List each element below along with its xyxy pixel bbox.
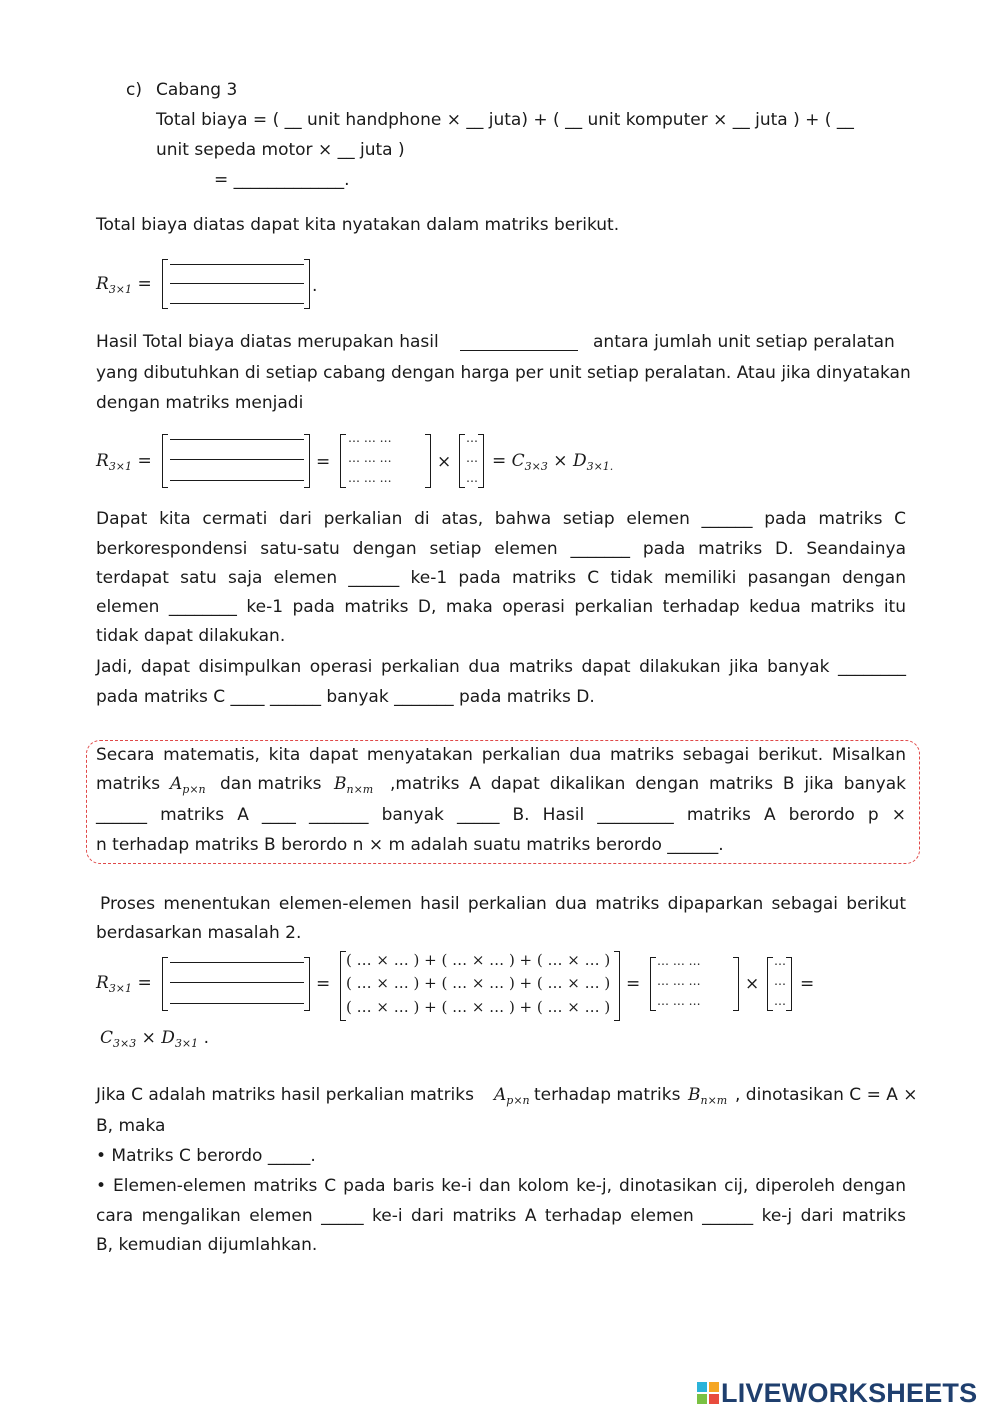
matrix-r-name: R xyxy=(96,274,109,294)
eq3-r-right-bracket xyxy=(304,957,310,1011)
eq3-r-blank-2[interactable] xyxy=(170,982,304,983)
box-a-name: A xyxy=(170,774,183,794)
eq2-r-blank-2[interactable] xyxy=(170,459,304,460)
box-b-matrix xyxy=(334,774,373,796)
eq3-c-left-bracket xyxy=(650,957,656,1011)
cermati-line5: tidak dapat dilakukan. xyxy=(96,626,286,646)
cermati-line7: pada matriks C ____ ______ banyak _______ pada matriks D. xyxy=(96,687,595,707)
eq3-d-name: D xyxy=(161,1028,175,1048)
eq3-sum-row1: ( … × … ) + ( … × … ) + ( … × … ) xyxy=(346,951,611,969)
eq3-c-row3: … … … xyxy=(657,994,701,1008)
box-b-sub: n×m xyxy=(346,783,374,796)
eq3-d-row1: … xyxy=(774,954,786,968)
jika-a-name: A xyxy=(494,1085,507,1105)
eq3-end: . xyxy=(203,1028,209,1048)
eq3-c-sub: 3×3 xyxy=(113,1037,137,1050)
box-line2c: ,matriks A dapat dikalikan dengan matriks B jika banyak xyxy=(390,774,906,794)
eq2-r-name: R xyxy=(96,451,109,471)
eq3-times: × xyxy=(745,974,760,994)
jika-b-matrix xyxy=(688,1085,727,1107)
eq2-r-right-bracket xyxy=(304,434,310,488)
eq2-times2: × xyxy=(553,451,568,471)
box-line1: Secara matematis, kita dapat menyatakan perkalian dua matriks sebagai berikut. Misalkan xyxy=(96,745,906,765)
hasil-line3: dengan matriks menjadi xyxy=(96,393,304,413)
eq3-d-row2: … xyxy=(774,974,786,988)
jika-bullet2-line3: B, kemudian dijumlahkan. xyxy=(96,1235,318,1255)
box-a-sub: p×n xyxy=(182,783,206,796)
matrix-r-sub: 3×1 xyxy=(108,283,133,296)
box-line2a: matriks xyxy=(96,774,161,794)
eq3-c-row1: … … … xyxy=(657,954,701,968)
eq3-eq2: = xyxy=(626,974,641,994)
eq2-d-left-bracket xyxy=(459,434,465,488)
matrix-r-blank-3[interactable] xyxy=(170,303,304,304)
eq3-r-blank-3[interactable] xyxy=(170,1003,304,1004)
eq3-eq1: = xyxy=(316,974,331,994)
eq3-sum-row2: ( … × … ) + ( … × … ) + ( … × … ) xyxy=(346,974,611,992)
eq2-c-name: C xyxy=(511,451,525,471)
liveworksheets-logo-icon xyxy=(697,1382,719,1404)
eq3-r-label xyxy=(96,973,152,995)
eq3-c-name: C xyxy=(100,1028,114,1048)
jika-a-sub: p×n xyxy=(506,1094,530,1107)
eq3-d-right-bracket xyxy=(786,957,792,1011)
eq3-r-left-bracket xyxy=(162,957,168,1011)
hasil-line2: yang dibutuhkan di setiap cabang dengan harga per unit setiap peralatan. Atau jika dinyatakan xyxy=(96,363,911,383)
eq3-eq3: = xyxy=(800,974,815,994)
eq3-r-eq: = xyxy=(137,973,152,993)
eq2-eq1: = xyxy=(316,452,331,472)
proses-line2: berdasarkan masalah 2. xyxy=(96,923,302,943)
jika-line1c: , dinotasikan C = A × xyxy=(735,1085,918,1105)
eq3-d-left-bracket xyxy=(767,957,773,1011)
cermati-line1: Dapat kita cermati dari perkalian di atas, bahwa setiap elemen ______ pada matriks C xyxy=(96,509,906,529)
cermati-line4: elemen ________ ke-1 pada matriks D, maka operasi perkalian terhadap kedua matriks itu xyxy=(96,597,906,617)
eq2-times: × xyxy=(437,452,452,472)
cermati-line2: berkorespondensi satu-satu dengan setiap elemen _______ pada matriks D. Seandainya xyxy=(96,539,906,559)
eq3-c-right-bracket xyxy=(733,957,739,1011)
matrix-r-period: . xyxy=(312,276,318,296)
eq2-c-right-bracket xyxy=(425,434,431,488)
eq2-rhs xyxy=(492,451,613,473)
matrix-r-eq: = xyxy=(137,274,152,294)
eq3-r-blank-1[interactable] xyxy=(170,962,304,963)
eq3-d-row3: … xyxy=(774,994,786,1008)
jika-line2: B, maka xyxy=(96,1116,166,1136)
proses-line1: Proses menentukan elemen-elemen hasil perkalian dua matriks dipaparkan sebagai berikut xyxy=(100,894,906,914)
section-c-label: c) xyxy=(126,80,142,100)
eq3-r-name: R xyxy=(96,973,109,993)
matrix-r-left-bracket xyxy=(162,259,168,309)
eq2-d-row3: … xyxy=(466,471,478,485)
eq2-r-eq: = xyxy=(137,451,152,471)
matrix-r-blank-1[interactable] xyxy=(170,264,304,265)
section-c-line3: = _____________. xyxy=(214,170,350,190)
eq2-d-right-bracket xyxy=(478,434,484,488)
eq2-c-sub: 3×3 xyxy=(524,460,548,473)
eq2-c-row2: … … … xyxy=(348,451,392,465)
liveworksheets-logo[interactable] xyxy=(697,1378,993,1410)
jika-line1a: Jika C adalah matriks hasil perkalian matriks xyxy=(96,1085,474,1105)
hasil-blank[interactable] xyxy=(460,350,578,351)
eq2-r-blank-1[interactable] xyxy=(170,439,304,440)
eq2-r-blank-3[interactable] xyxy=(170,480,304,481)
matrix-r-label xyxy=(96,274,152,296)
box-b-name: B xyxy=(334,774,347,794)
eq2-eq2: = xyxy=(492,451,507,471)
section-c-line2: unit sepeda motor × __ juta ) xyxy=(156,140,405,160)
eq3-c-row2: … … … xyxy=(657,974,701,988)
jika-line1b: terhadap matriks xyxy=(534,1085,681,1105)
jika-b-sub: n×m xyxy=(700,1094,728,1107)
jika-bullet1: • Matriks C berordo _____. xyxy=(96,1146,316,1166)
eq3-cd-line xyxy=(100,1028,209,1050)
matrix-r-blank-2[interactable] xyxy=(170,283,304,284)
box-line2b: dan matriks xyxy=(220,774,322,794)
section-c-line1: Total biaya = ( __ unit handphone × __ juta) + ( __ unit komputer × __ juta ) + ( __ xyxy=(156,110,854,130)
eq2-d-row2: … xyxy=(466,451,478,465)
hasil-line1b: antara jumlah unit setiap peralatan xyxy=(593,332,895,352)
eq3-sum-right-bracket xyxy=(614,951,620,1021)
box-line3: ______ matriks A ____ _______ banyak _____ B. Hasil _________ matriks A berordo p × xyxy=(96,805,906,825)
box-line4: n terhadap matriks B berordo n × m adalah suatu matriks berordo ______. xyxy=(96,835,724,855)
section-c-title: Cabang 3 xyxy=(156,80,238,100)
eq2-d-name: D xyxy=(572,451,587,471)
eq3-sum-row3: ( … × … ) + ( … × … ) + ( … × … ) xyxy=(346,998,611,1016)
liveworksheets-logo-text: LIVEWORKSHEETS xyxy=(721,1378,978,1408)
eq2-c-row1: … … … xyxy=(348,431,392,445)
eq2-c-left-bracket xyxy=(340,434,346,488)
jika-bullet2-line1: • Elemen-elemen matriks C pada baris ke-i dan kolom ke-j, dinotasikan cij, diperoleh dengan xyxy=(96,1176,906,1196)
box-a-matrix xyxy=(170,774,206,796)
eq2-d-row1: … xyxy=(466,431,478,445)
matrix-r-right-bracket xyxy=(304,259,310,309)
eq2-d-sub: 3×1. xyxy=(586,460,614,473)
eq2-r-sub: 3×1 xyxy=(108,460,133,473)
eq3-times2: × xyxy=(141,1028,156,1048)
jika-bullet2-line2: cara mengalikan elemen _____ ke-i dari matriks A terhadap elemen ______ ke-j dari matriks xyxy=(96,1206,906,1226)
jika-b-name: B xyxy=(688,1085,701,1105)
eq3-d-sub: 3×1 xyxy=(174,1037,199,1050)
eq2-r-label xyxy=(96,451,152,473)
cermati-line3: terdapat satu saja elemen ______ ke-1 pada matriks C tidak memiliki pasangan dengan xyxy=(96,568,906,588)
cermati-line6: Jadi, dapat disimpulkan operasi perkalian dua matriks dapat dilakukan jika banyak ________ xyxy=(96,657,906,677)
eq2-r-left-bracket xyxy=(162,434,168,488)
intro-matrix-text: Total biaya diatas dapat kita nyatakan dalam matriks berikut. xyxy=(96,215,620,235)
jika-a-matrix xyxy=(494,1085,530,1107)
eq3-r-sub: 3×1 xyxy=(108,982,133,995)
eq2-c-row3: … … … xyxy=(348,471,392,485)
hasil-line1a: Hasil Total biaya diatas merupakan hasil xyxy=(96,332,439,352)
